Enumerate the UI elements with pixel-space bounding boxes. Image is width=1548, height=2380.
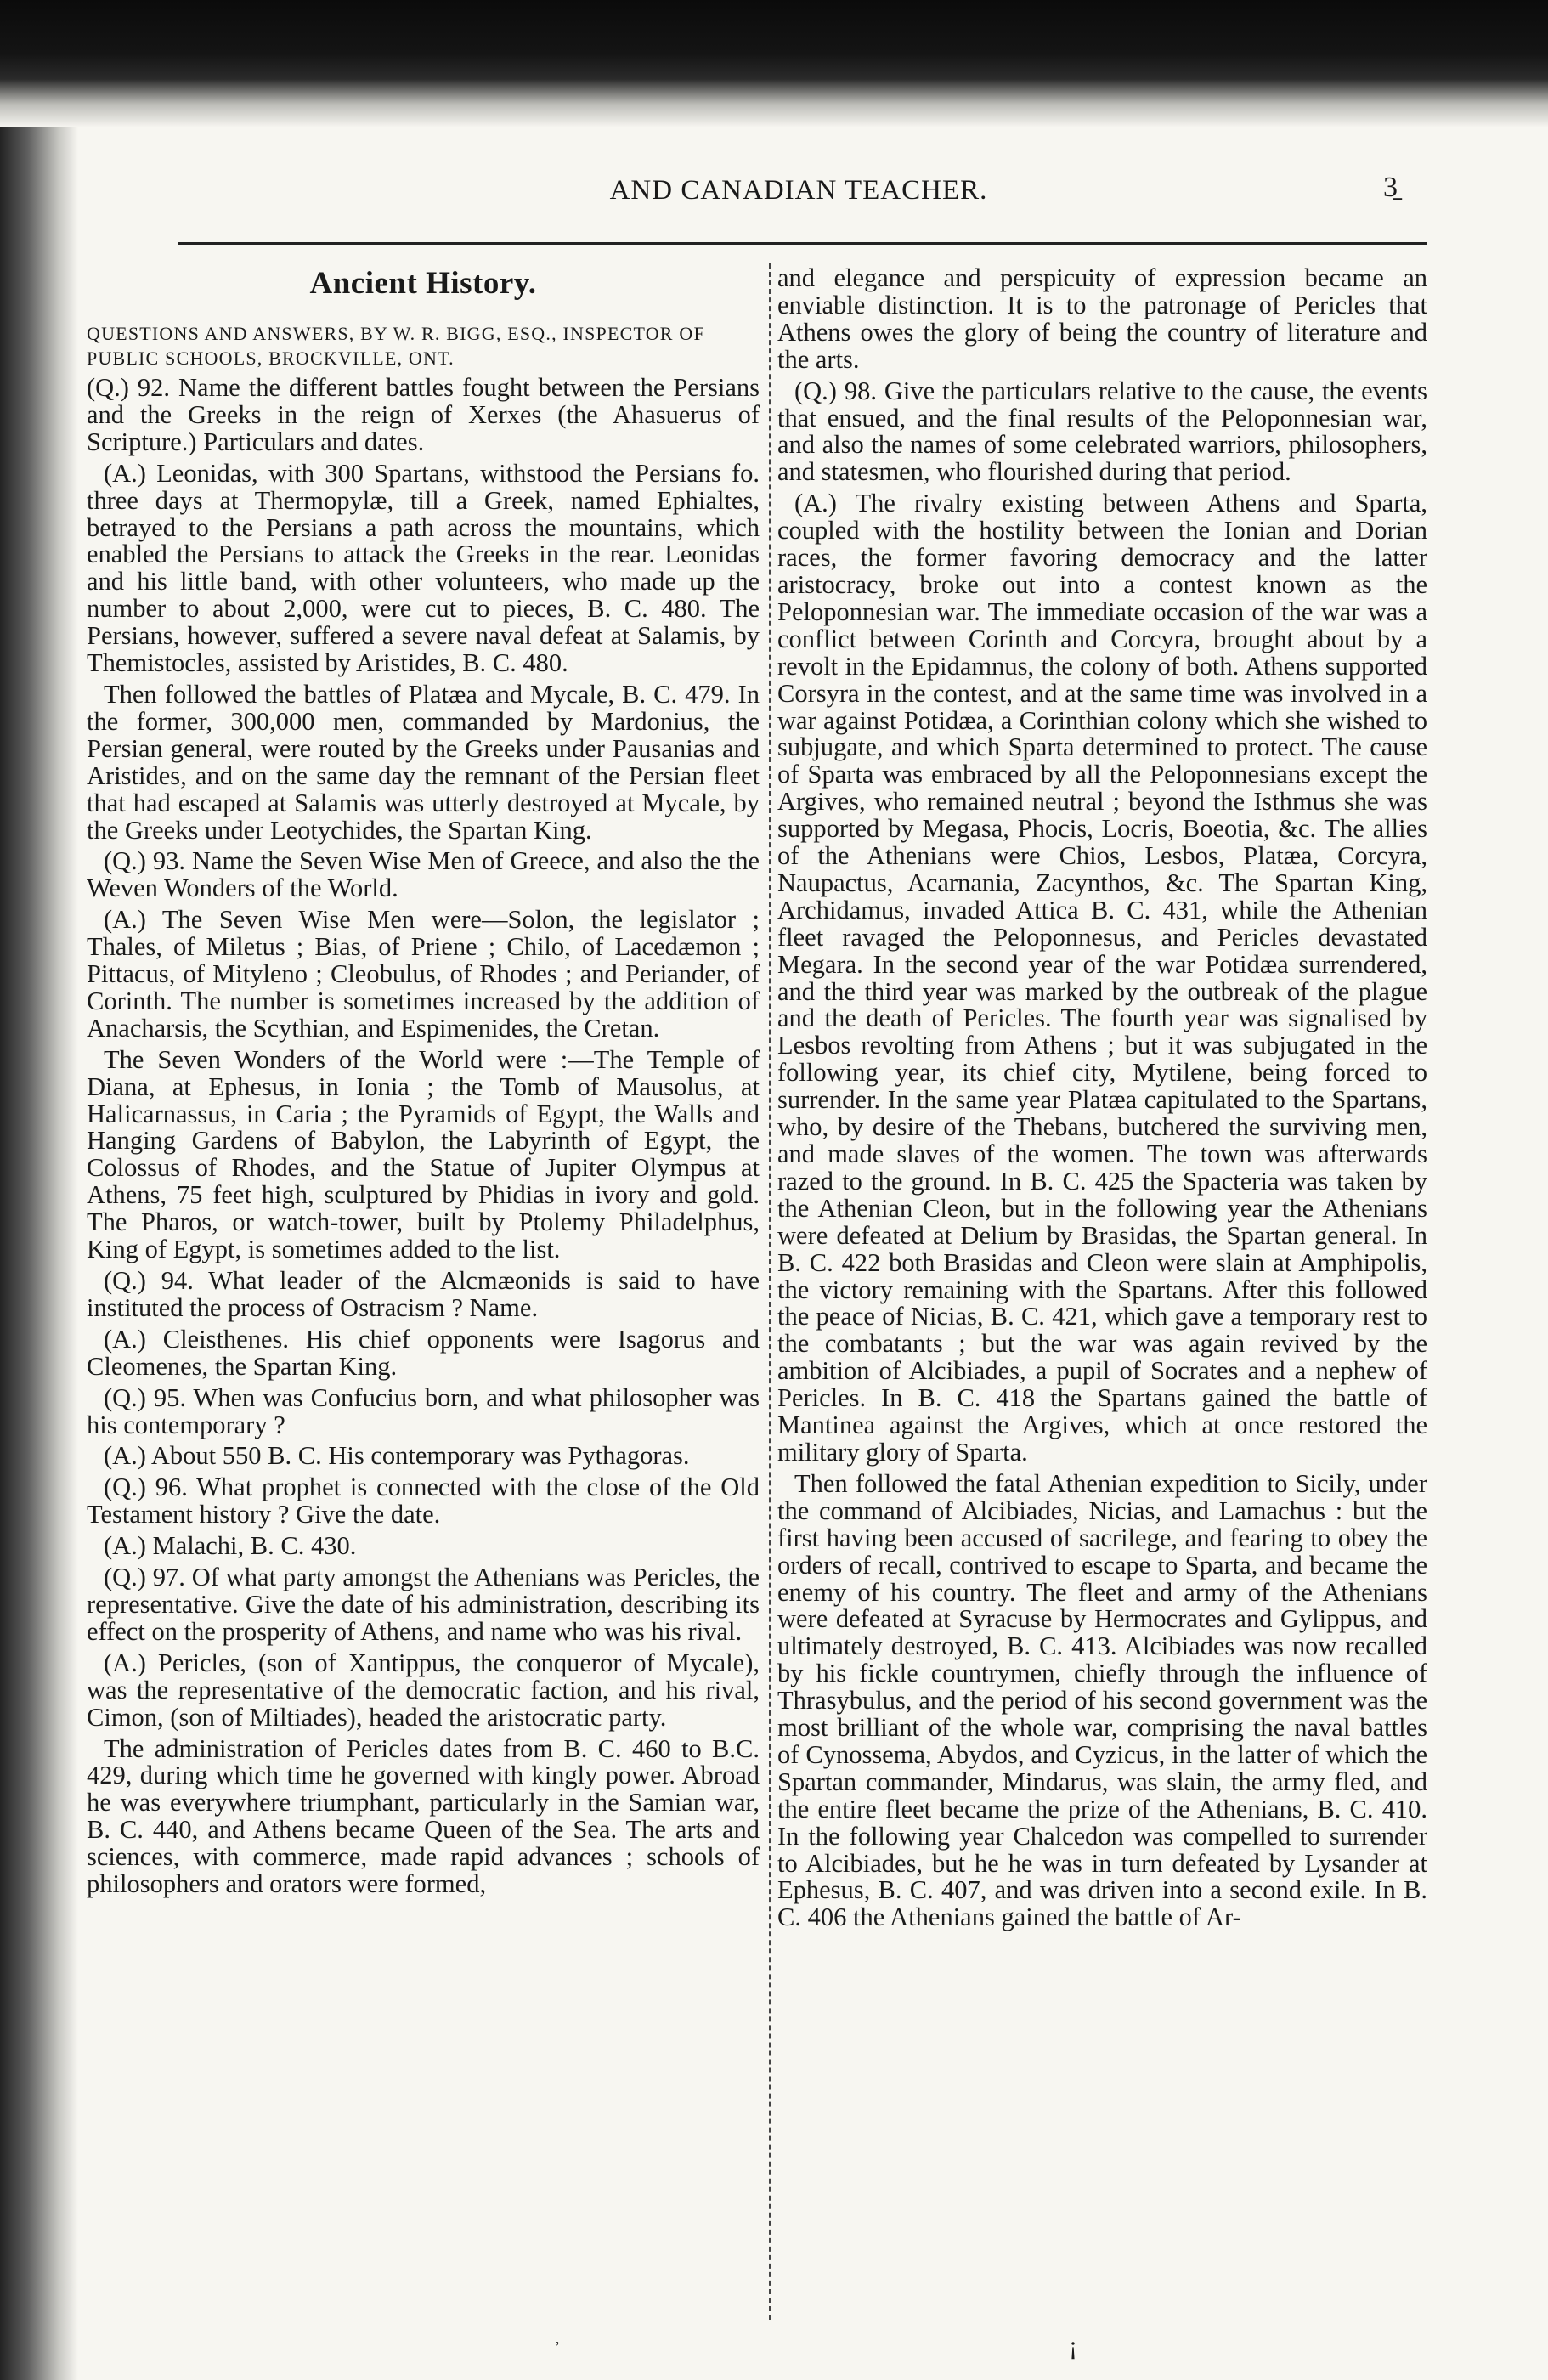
paragraph: The Seven Wonders of the World were :—The Temple of Diana, at Ephesus, in Ionia ; the Tomb of Mausolus, at Halicarnassus, in Caria ; the Pyramids of Egypt, the Walls and Hanging Gardens of Babylon, the Labyrinth of Egypt, the Colossus of Rhodes, and the Statue of Jupiter Olympus at Athens, 75 feet high, sculptured by Phidias in ivory and gold. The Pharos, or watch-tower, built by Ptolemy Philadelphus, King of Egypt, is sometimes added to the list. (87, 1044, 760, 1264)
paragraph: (A.) About 550 B. C. His contemporary was Pythagoras. (104, 1441, 690, 1471)
article-title: Ancient History. (309, 266, 537, 301)
paragraph: The administration of Pericles dates from B. C. 460 to B.C. 429, during which time he governed with kingly power. Abroad he was everywhere triumphant, particularly in the Samian war, B. C. 440, and Athens became Queen of the Sea. The arts and sciences, with commerce, made rapid advances ; schools of philosophers and orators were formed, (87, 1733, 760, 1899)
paragraph: (Q.) 93. Name the Seven Wise Men of Greece, and also the the Weven Wonders of the World. (87, 846, 760, 903)
paragraph: (A.) Malachi, B. C. 430. (104, 1531, 357, 1561)
page-number: 3̱ (1383, 172, 1398, 203)
paragraph: (Q.) 96. What prophet is connected with the close of the Old Testament history ? Give the date. (87, 1473, 760, 1529)
paragraph: (A.) Cleisthenes. His chief opponents were Isagorus and Cleomenes, the Spartan King. (87, 1324, 760, 1381)
paragraph: (Q.) 98. Give the particulars relative to the cause, the events that ensued, and the final results of the Peloponnesian war, and also the names of some celebrated warriors, philosophers, and statesmen, who flourished during that period. (777, 376, 1427, 487)
header-rule (178, 242, 1427, 245)
running-head: AND CANADIAN TEACHER. (609, 175, 988, 206)
footer-stray-mark: ʼ (555, 2338, 560, 2355)
paragraph: (A.) Leonidas, with 300 Spartans, withstood the Persians fo. three days at Thermopylæ, till a Greek, named Ephialtes, betrayed to the Persians a path across the mountains, which enabled the Persians to attack the Greeks in the rear. Leonidas and his little band, with other volunteers, who made up the number to about 2,000, were cut to pieces, B. C. 480. The Persians, however, suffered a severe naval defeat at Salamis, by Themistocles, assisted by Aristides, B. C. 480. (87, 458, 760, 678)
paragraph: and elegance and perspicuity of expression became an enviable distinction. It is to the patronage of Pericles that Athens owes the glory of being the country of literature and the arts. (777, 265, 1427, 374)
paragraph: Then followed the battles of Platæa and Mycale, B. C. 479. In the former, 300,000 men, commanded by Mardonius, the Persian general, were routed by the Greeks under Pausanias and Aristides, and on the same day the remnant of the Persian fleet that had escaped at Salamis was utterly destroyed at Mycale, by the Greeks under Leotychides, the Spartan King. (87, 679, 760, 845)
scan-shadow-top (0, 0, 1548, 127)
scan-shadow-left (0, 127, 78, 2380)
left-column (87, 265, 760, 2364)
paragraph: (Q.) 97. Of what party amongst the Athenians was Pericles, the representative. Give the date of his administration, describing its effect on the prosperity of Athens, and name who was his rival. (87, 1563, 760, 1646)
paragraph: (A.) The rivalry existing between Athens and Sparta, coupled with the hostility between the Ionian and Dorian races, the former favoring democracy and the latter aristocracy, broke out into a contest known as the Peloponnesian war. The immediate occasion of the war was a conflict between Corinth and Corcyra, brought about by a revolt in the Epidamnus, the colony of both. Athens supported Corsyra in the contest, and at the same time was involved in a war against Potidæa, a Corinthian colony which she wished to subjugate, and which Sparta determined to protect. The cause of Sparta was embraced by all the Peloponnesians except the Argives, who remained neutral ; beyond the Isthmus she was supported by Megasa, Phocis, Locris, Boeotia, &c. The allies of the Athenians were Chios, Lesbos, Platæa, Corcyra, Naupactus, Acarnania, Zacynthos, &c. The Spartan King, Archidamus, invaded Attica B. C. 431, while the Athenian fleet ravaged the Peloponnesus, and Pericles devastated Megara. In the second year of the war Potidæa surrendered, and the third year was marked by the outbreak of the plague and the death of Pericles. The fourth year was signalised by Lesbos revolting from Athens ; but it was subjugated in the following year, its chief city, Mytilene, being forced to surrender. In the same year Platæa capitulated to the Spartans, who, by desire of the Thebans, butchered the surviving men, and made slaves of the women. The town was afterwards razed to the ground. In B. C. 425 the Spacteria was taken by the Athenian Cleon, but in the following year the Athenians were defeated at Delium by Brasidas, the Spartan general. In B. C. 422 both Brasidas and Cleon were slain at Amphipolis, the victory remaining with the Spartans. After this followed the peace of Nicias, B. C. 421, which gave a temporary rest to the combatants ; but the war was again revived by the ambition of Alcibiades, a pupil of Socrates and a nephew of Pericles. In B. C. 418 the Spartans gained the battle of Mantinea against the Argives, which at once restored the military glory of Sparta. (777, 489, 1427, 1467)
column-divider (769, 263, 771, 2320)
paragraph: (A.) Pericles, (son of Xantippus, the conqueror of Mycale), was the representative of the democratic faction, and his rival, Cimon, (son of Miltiades), headed the aristocratic party. (87, 1648, 760, 1732)
footer-printer-mark: ¡ (1069, 2332, 1077, 2360)
paragraph: Then followed the fatal Athenian expedition to Sicily, under the command of Alcibiades, Nicias, and Lamachus : but the first having been accused of sacrilege, and fearing to obey the orders of recall, contrived to escape to Sparta, and became the enemy of his country. The fleet and army of the Athenians were defeated at Syracuse by Hermocrates and Gylippus, and ultimately destroyed, B. C. 413. Alcibiades was now recalled by his fickle countrymen, chiefly through the influence of Thrasybulus, and the period of his second government was the most brilliant of the whole war, comprising the naval battles of Cynossema, Abydos, and Cyzicus, in the latter of which the Spartan commander, Mindarus, was slain, the army fled, and the entire fleet became the prize of the Athenians, B. C. 410. In the following year Chalcedon was compelled to surrender to Alcibiades, but he he was in turn defeated by Lysander at Ephesus, B. C. 407, and was driven into a second exile. In B. C. 406 the Athenians gained the battle of Ar- (777, 1468, 1427, 1932)
right-column (777, 265, 1427, 2364)
paragraph: (Q.) 95. When was Confucius born, and what philosopher was his contemporary ? (87, 1382, 760, 1439)
paragraph: (A.) The Seven Wise Men were—Solon, the legislator ; Thales, of Miletus ; Bias, of Priene ; Chilo, of Lacedæmon ; Pittacus, of Mityleno ; Cleobulus, of Rhodes ; and Periander, of Corinth. The number is sometimes increased by the addition of Anacharsis, the Scythian, and Espimenides, the Cretan. (87, 905, 760, 1043)
article-byline: QUESTIONS AND ANSWERS, BY W. R. BIGG, ESQ., INSPECTOR OF PUBLIC SCHOOLS, BROCKVILLE, ONT. (87, 323, 705, 369)
paragraph: (Q.) 92. Name the different battles fought between the Persians and the Greeks in the reign of Xerxes (the Ahasuerus of Scripture.) Particulars and dates. (87, 373, 760, 456)
paragraph: (Q.) 94. What leader of the Alcmæonids is said to have instituted the process of Ostracism ? Name. (87, 1266, 760, 1322)
